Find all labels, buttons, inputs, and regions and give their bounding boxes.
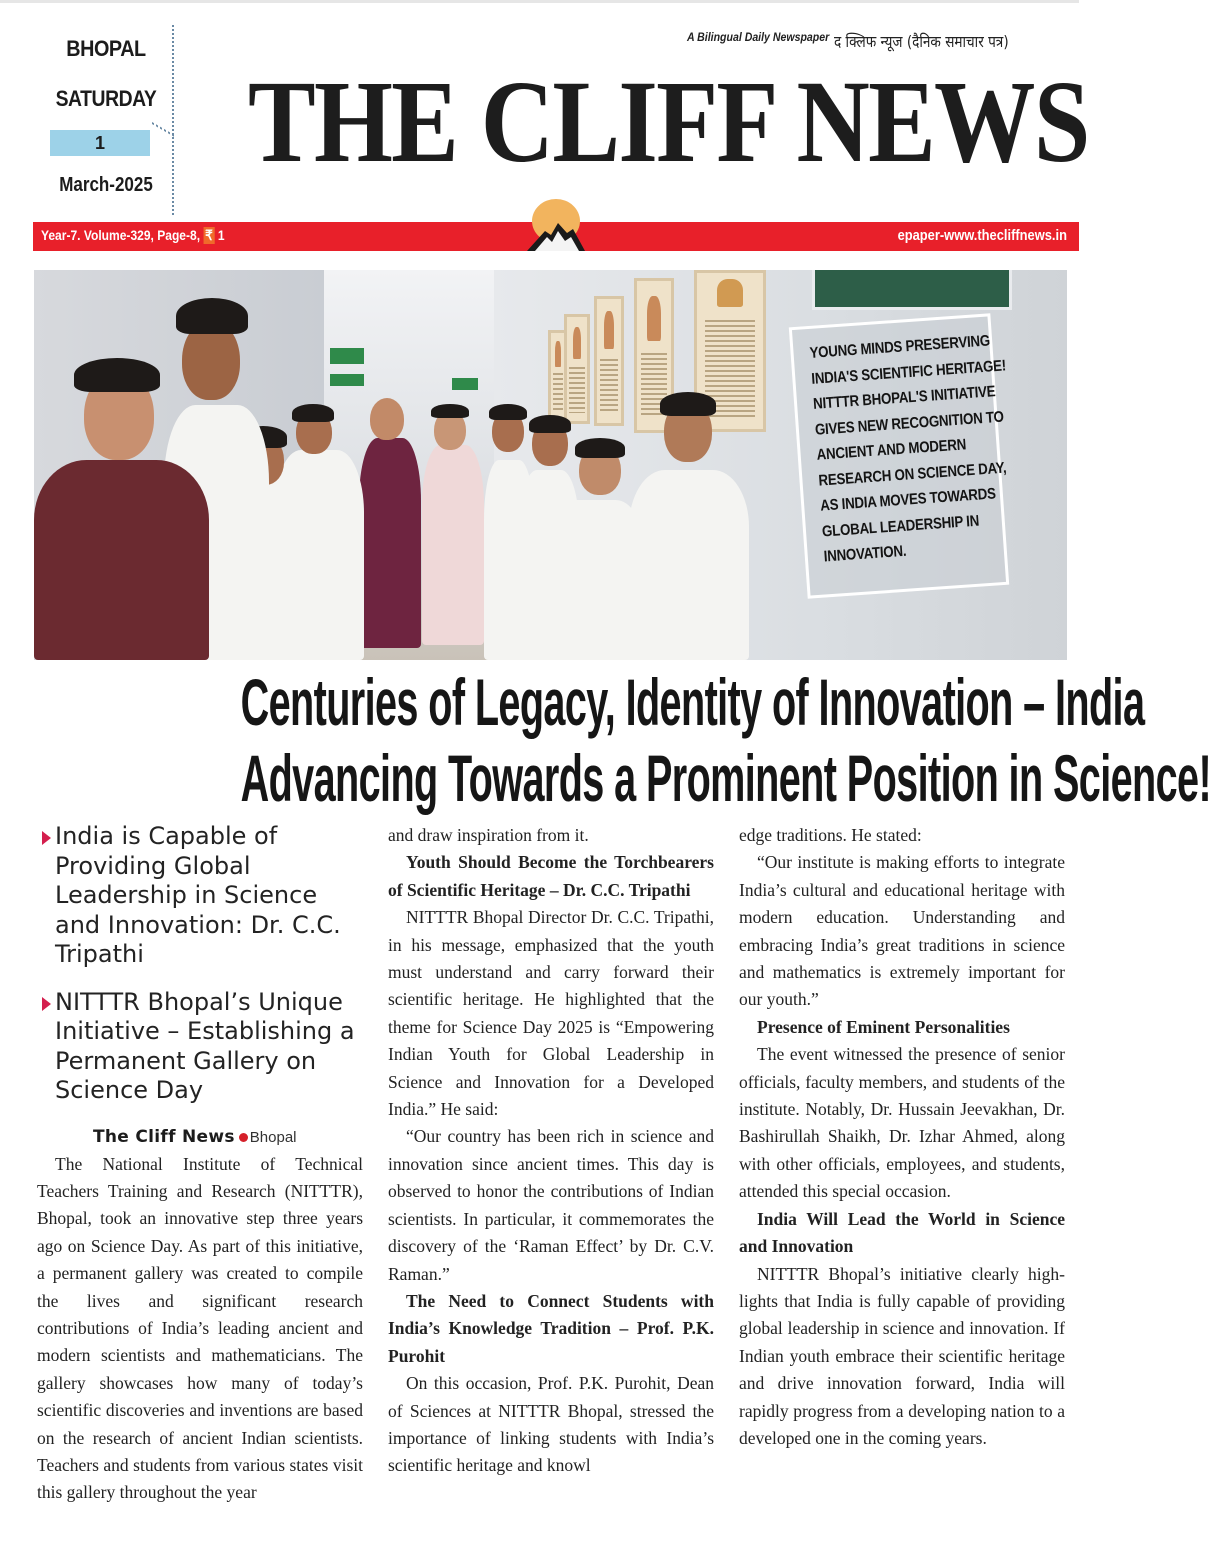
highlight-item — [37, 988, 363, 1106]
newspaper-title: THE CLIFF NEWS — [248, 56, 1089, 187]
article-paragraph: “Our institute is making efforts to integrate India’s cultural and educational heritage with modern education. Understanding and embracing India’s great traditions in science and mathematics is extremely important for our youth.” — [739, 852, 1065, 1010]
edition-price: 1 — [217, 227, 225, 243]
article-paragraph: NITTTR Bhopal’s initiative clearly highlights that India is fully capable of providing global leadership in science and innovation. If Indian youth embrace their scientific heritage and drive innovation forward, India will rapidly progress from a developing nation to a developed one in the coming years. — [739, 1263, 1065, 1448]
article-column-1 — [37, 822, 363, 1507]
photo-pullquote-text: YOUNG MINDS PRESERVING INDIA'S SCIENTIFIC HERITAGE! NITTTR BHOPAL'S INITIATIVE GIVES NEW RECOGNITION TO ANCIENT AND MODERN RESEARCH ON SCIENCE DAY, AS INDIA MOVES TOWARDS GLOBAL LEADERSHIP IN INNOVATION. — [809, 332, 1007, 566]
edition-day-number: 1 — [50, 130, 150, 156]
highlight-text: NITTTR Bhopal’s Unique Initiative – Establishing a Permanent Gallery on Science Day — [55, 987, 355, 1104]
triangle-bullet-icon — [42, 997, 51, 1011]
highlight-text: India is Capable of Providing Global Leadership in Science and Innovation: Dr. C.C. Tripathi — [55, 822, 341, 968]
article-paragraph: The National Institute of Technical Teachers Training and Research (NITTTR), Bhopal, took an innovative step three years ago on Science Day. As part of this initiative, a permanent gallery was created to compile the lives and significant research contributions of India’s leading ancient and modern scientists and mathematicians. The gallery showcases how many of today’s scientific discoveries and inventions are based on the research of ancient Indian scientists. Teachers and students from various states visit this gallery throughout the year — [37, 1153, 363, 1503]
top-strip — [0, 0, 1079, 3]
photo-pullquote-box — [789, 313, 1009, 598]
edition-weekday: SATURDAY — [55, 86, 157, 111]
article-column-3 — [739, 822, 1065, 1452]
epaper-link[interactable]: epaper-www.thecliffnews.in — [897, 227, 1067, 244]
article-paragraph: On this occasion, Prof. P.K. Purohit, Dean of Sciences at NITTTR Bhopal, stressed the importance of linking students with India’s scientific heritage and knowl — [388, 1373, 714, 1476]
edition-volume-page: Year-7. Volume-329, Page-8, — [41, 227, 201, 243]
tagline-english: A Bilingual Daily Newspaper — [687, 30, 830, 44]
headline-line-1: Centuries of Legacy, Identity of Innovation – India — [240, 665, 1145, 739]
byline — [37, 1124, 363, 1151]
highlight-item — [37, 822, 363, 970]
article-paragraph: NITTTR Bhopal Director Dr. C.C. Tripathi, in his message, emphasized that the youth must understand and carry forward their scientific heritage. He highlighted that the theme for Science Day 2025 is “Empowering Indian Youth for Global Leadership in Science and Innovation for a Developed India.” He said: — [388, 907, 714, 1120]
byline-city: Bhopal — [249, 1128, 297, 1146]
triangle-bullet-icon — [42, 831, 51, 845]
article-subheading: Presence of Eminent Personalities — [757, 1016, 1010, 1037]
article-subheading: India Will Lead the World in Science and Innovation — [739, 1208, 1065, 1257]
highlights-list — [37, 822, 363, 1106]
main-headline — [34, 664, 1211, 816]
edition-city: BHOPAL — [66, 36, 146, 61]
edition-info — [41, 227, 225, 244]
dotted-divider-notch — [152, 122, 174, 155]
article-paragraph: The event witnessed the presence of senior officials, faculty members, and students of the institute. Notably, Dr. Hussain Jeevakhan, Dr. Bashirullah Shaikh, Dr. Izhar Ahmed, along with other officials, employees, and students, attended this special occasion. — [739, 1044, 1065, 1202]
article-paragraph: “Our country has been rich in science and innovation since ancient times. This day is observed to honor the contributions of Indian scientists. In particular, it commemorates the discovery of the ‘Raman Effect’ by Dr. C.V. Raman.” — [388, 1126, 714, 1284]
sun-over-mountain-logo-icon — [525, 197, 587, 252]
lead-photo — [34, 270, 1067, 660]
article-subheading: The Need to Connect Students with India’s Knowledge Tradition – Prof. P.K. Purohit — [388, 1290, 714, 1366]
edition-month-year: March-2025 — [59, 174, 153, 196]
article-paragraph: edge traditions. He stated: — [739, 825, 922, 845]
article-column-2 — [388, 822, 714, 1480]
headline-line-2: Advancing Towards a Prominent Position in Science! — [240, 741, 1211, 815]
article-paragraph: and draw inspiration from it. — [388, 825, 589, 845]
red-dot-icon — [239, 1133, 248, 1142]
article-subheading: Youth Should Become the Torchbearers of Scientific Heritage – Dr. C.C. Tripathi — [388, 852, 714, 900]
tagline-hindi: द क्लिफ न्यूज (दैनिक समाचार पत्र) — [834, 32, 1009, 51]
rupee-icon: ₹ — [205, 227, 213, 243]
byline-paper: The Cliff News — [93, 1126, 235, 1147]
dotted-divider — [172, 25, 174, 215]
